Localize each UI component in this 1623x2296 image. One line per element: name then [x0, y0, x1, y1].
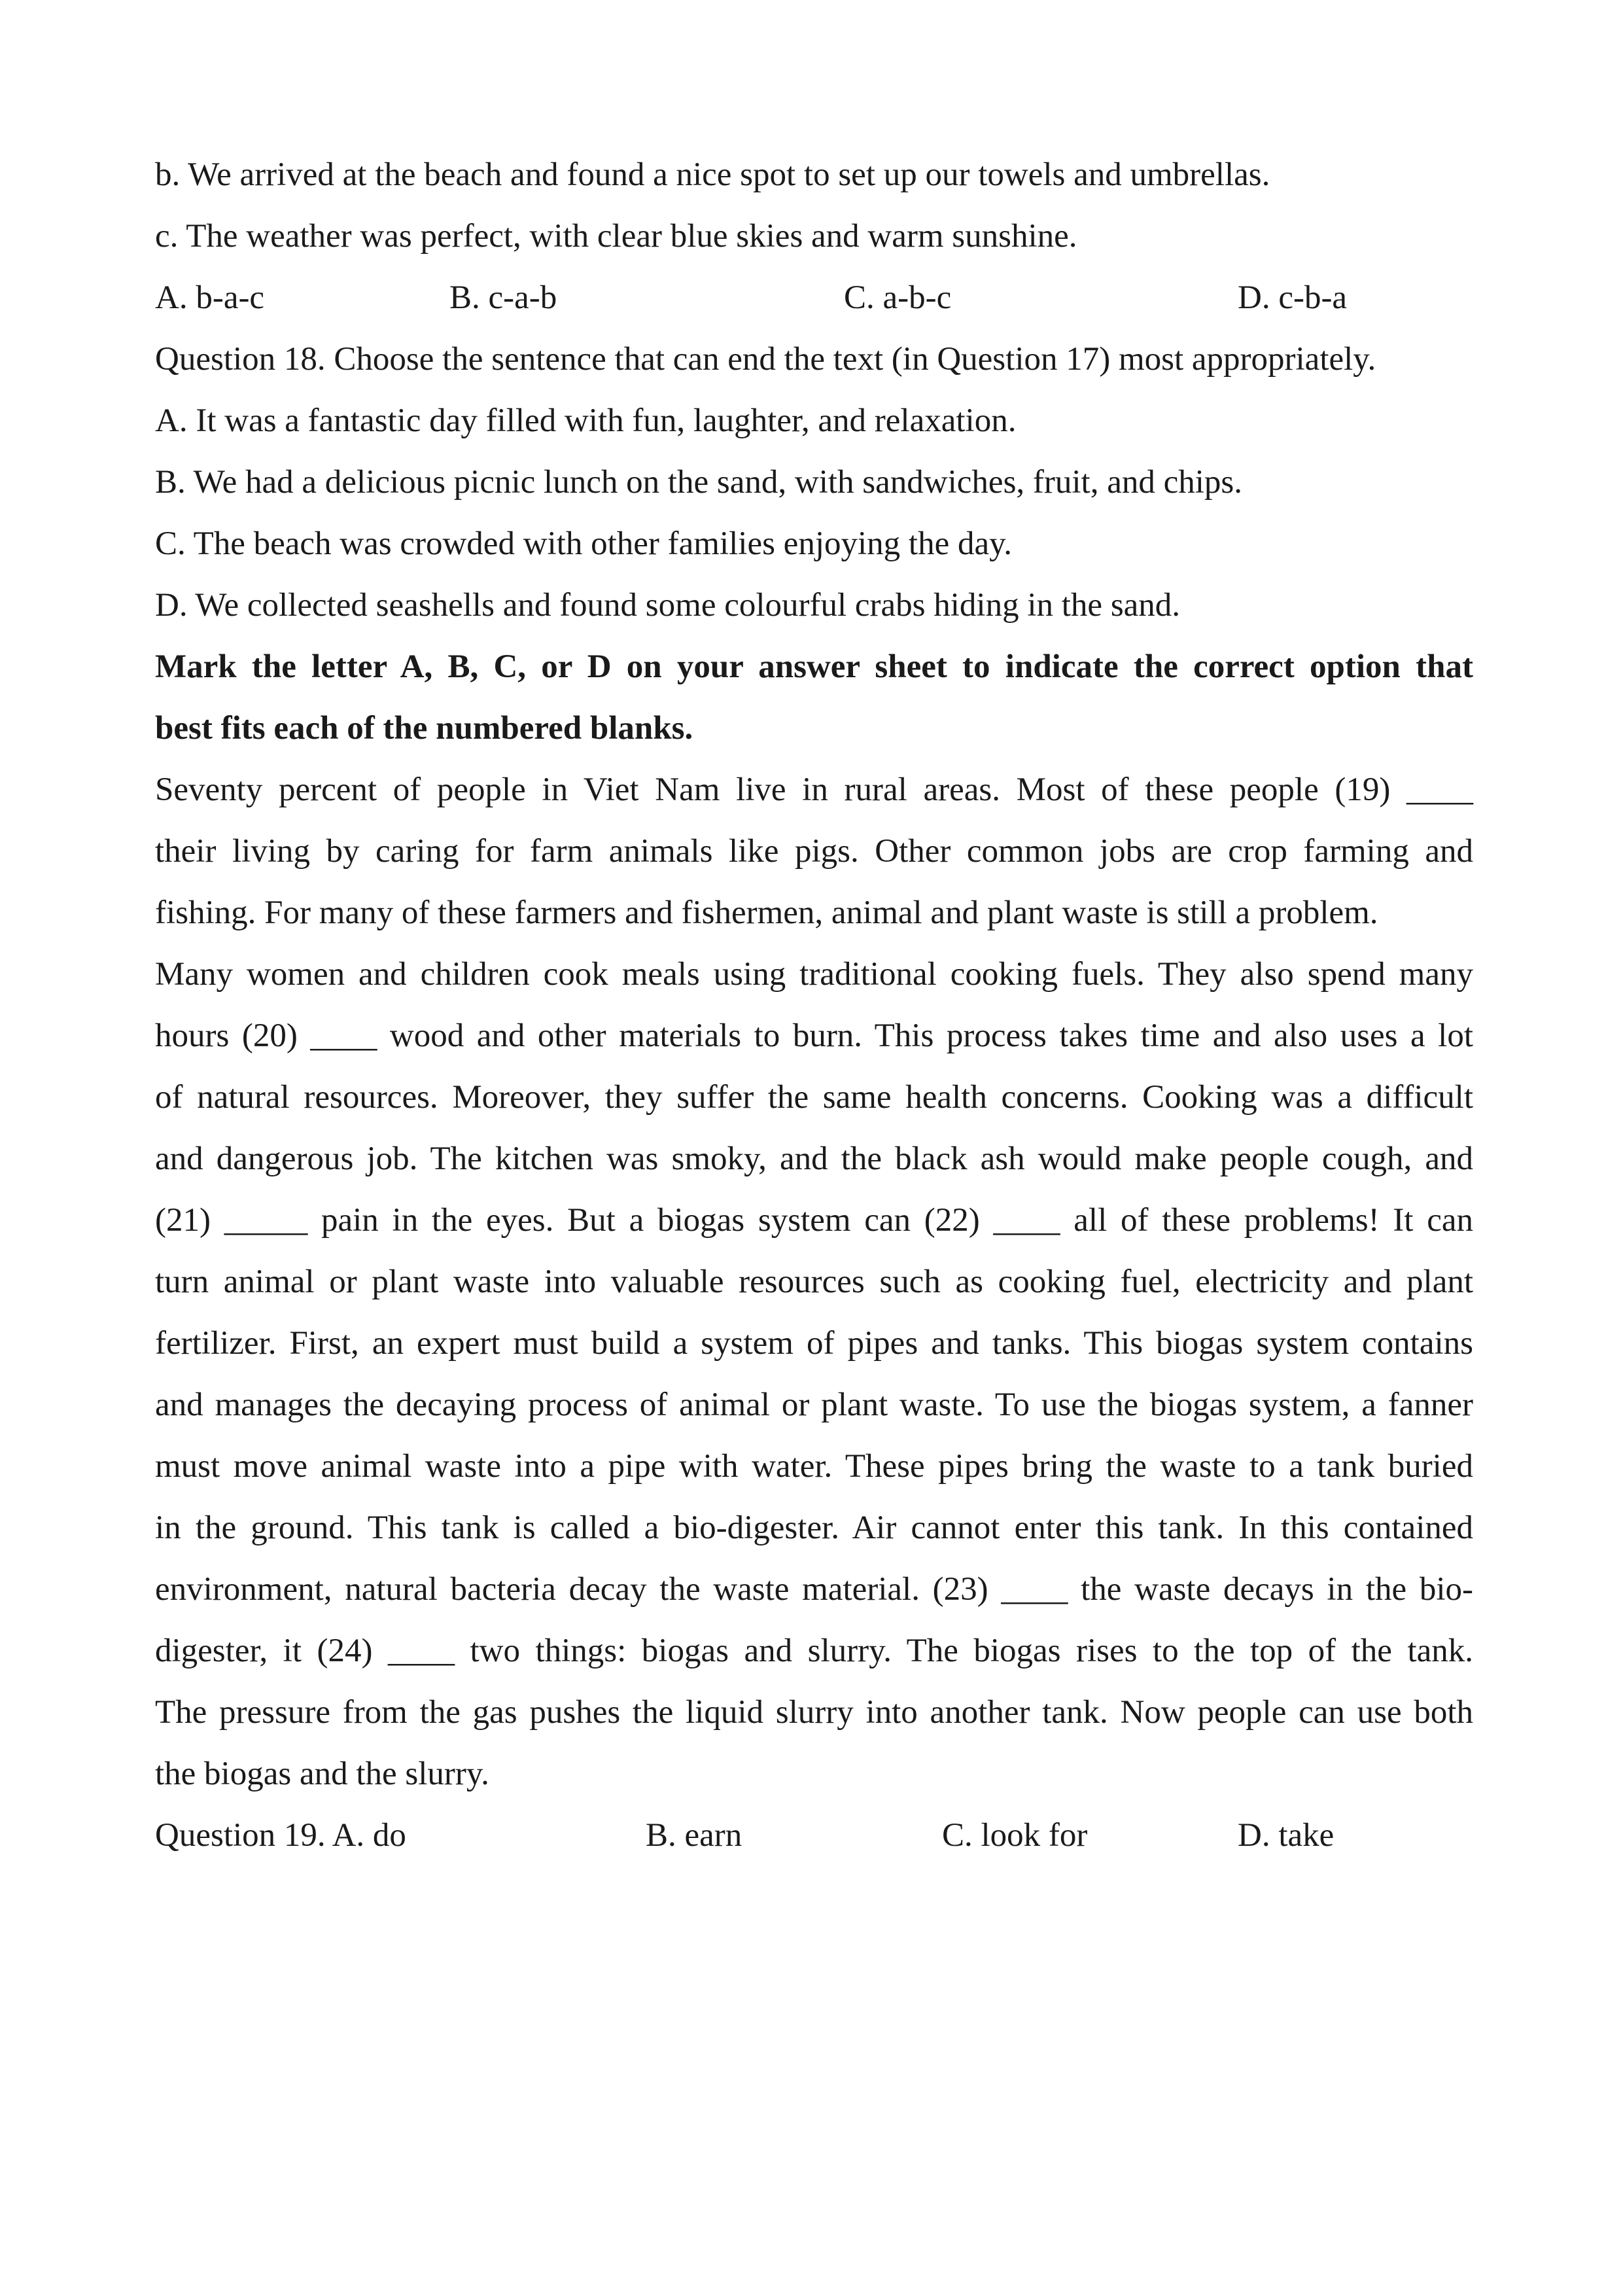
q19-option-b: B. earn	[646, 1817, 742, 1854]
passage-line: of natural resources. Moreover, they suffer the same health concerns. Cooking was a difficult	[155, 1079, 1473, 1116]
passage-line: and manages the decaying process of animal or plant waste. To use the biogas system, a fanner	[155, 1386, 1473, 1423]
passage-line: the biogas and the slurry.	[155, 1756, 489, 1792]
passage-line: and dangerous job. The kitchen was smoky, and the black ash would make people cough, and	[155, 1140, 1473, 1177]
instruction-line-1: Mark the letter A, B, C, or D on your answer sheet to indicate the correct option that	[155, 648, 1473, 685]
q17-option-d: D. c-b-a	[1238, 279, 1348, 316]
q18-prompt: Question 18. Choose the sentence that can end the text (in Question 17) most appropriately.	[155, 341, 1376, 378]
q17-options	[155, 267, 1473, 328]
instruction-line-2: best fits each of the numbered blanks.	[155, 710, 693, 747]
passage-line: in the ground. This tank is called a bio-digester. Air cannot enter this tank. In this contained	[155, 1510, 1473, 1546]
q18-option-a: A. It was a fantastic day filled with fun, laughter, and relaxation.	[155, 402, 1017, 439]
q18-option-b: B. We had a delicious picnic lunch on the sand, with sandwiches, fruit, and chips.	[155, 464, 1243, 501]
passage-line: Seventy percent of people in Viet Nam live in rural areas. Most of these people (19) ____	[155, 771, 1473, 808]
passage-line: turn animal or plant waste into valuable resources such as cooking fuel, electricity and plant	[155, 1263, 1473, 1300]
q19-option-c: C. look for	[942, 1817, 1088, 1854]
q17-option-b: B. c-a-b	[449, 279, 557, 316]
q19-options	[155, 1805, 1473, 1866]
passage-line: Many women and children cook meals using traditional cooking fuels. They also spend many	[155, 956, 1473, 993]
q17-sentence-c: c. The weather was perfect, with clear blue skies and warm sunshine.	[155, 218, 1077, 255]
passage-line: their living by caring for farm animals like pigs. Other common jobs are crop farming and	[155, 833, 1473, 870]
section-instruction	[155, 636, 1473, 759]
q18-option-d: D. We collected seashells and found some colourful crabs hiding in the sand.	[155, 587, 1181, 624]
passage-line: hours (20) ____ wood and other materials to burn. This process takes time and also uses a lot	[155, 1017, 1473, 1054]
q17-sentence-b: b. We arrived at the beach and found a nice spot to set up our towels and umbrellas.	[155, 156, 1270, 193]
passage-line: environment, natural bacteria decay the waste material. (23) ____ the waste decays in the bio-	[155, 1571, 1473, 1608]
q18-option-c: C. The beach was crowded with other families enjoying the day.	[155, 525, 1013, 562]
passage-line: must move animal waste into a pipe with water. These pipes bring the waste to a tank buried	[155, 1448, 1473, 1485]
page-content	[155, 144, 1473, 1866]
passage-paragraph-2	[155, 944, 1473, 1805]
passage-paragraph-1	[155, 759, 1473, 944]
passage-line: digester, it (24) ____ two things: biogas and slurry. The biogas rises to the top of the tank.	[155, 1633, 1473, 1669]
passage-line: (21) _____ pain in the eyes. But a biogas system can (22) ____ all of these problems! It can	[155, 1202, 1473, 1239]
q17-option-c: C. a-b-c	[844, 279, 952, 316]
passage-line: fishing. For many of these farmers and fishermen, animal and plant waste is still a problem.	[155, 894, 1378, 931]
q17-option-a: A. b-a-c	[155, 279, 265, 316]
q19-option-a: Question 19. A. do	[155, 1817, 406, 1854]
passage-line: fertilizer. First, an expert must build a system of pipes and tanks. This biogas system contains	[155, 1325, 1473, 1362]
q19-option-d: D. take	[1238, 1817, 1335, 1854]
passage-line: The pressure from the gas pushes the liquid slurry into another tank. Now people can use both	[155, 1694, 1473, 1731]
